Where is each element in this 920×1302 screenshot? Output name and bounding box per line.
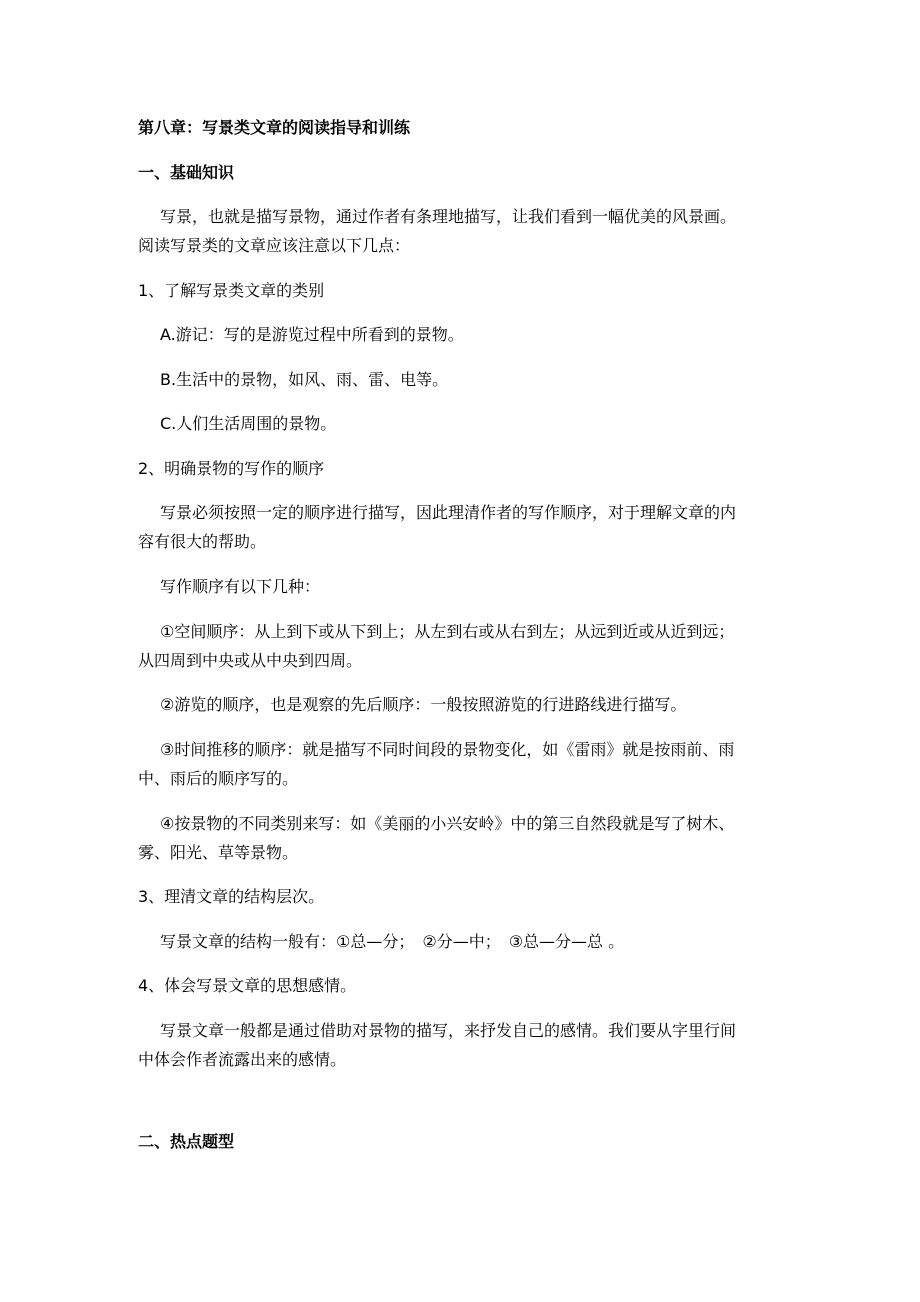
- point-1-heading: 1、了解写景类文章的类别: [138, 281, 325, 300]
- order-2-line-1: ②游览的顺序，也是观察的先后顺序：一般按照游览的行进路线进行描写。: [160, 695, 687, 714]
- order-1-line-1: ①空间顺序：从上到下或从下到上；从左到右或从右到左；从远到近或从近到远；: [160, 622, 735, 641]
- point-1-item-b: B.生活中的景物，如风、雨、雷、电等。: [160, 370, 449, 389]
- point-1-item-c: C.人们生活周围的景物。: [160, 414, 337, 433]
- point-4-paragraph-line-2: 中体会作者流露出来的感情。: [138, 1050, 347, 1069]
- point-2-heading: 2、明确景物的写作的顺序: [138, 459, 325, 478]
- point-4-heading: 4、体会写景文章的思想感情。: [138, 976, 357, 995]
- section-heading-hot-topics: 二、热点题型: [138, 1132, 235, 1151]
- order-1-line-2: 从四周到中央或从中央到四周。: [138, 651, 363, 670]
- order-4-line-2: 雾、阳光、草等景物。: [138, 843, 299, 862]
- point-3-paragraph: 写景文章的结构一般有：①总—分； ②分—中； ③总—分—总 。: [160, 932, 625, 951]
- point-4-paragraph-line-1: 写景文章一般都是通过借助对景物的描写，来抒发自己的感情。我们要从字里行间: [160, 1021, 737, 1040]
- order-4-line-1: ④按景物的不同类别来写：如《美丽的小兴安岭》中的第三自然段就是写了树木、: [160, 814, 735, 833]
- point-1-item-a: A.游记：写的是游览过程中所看到的景物。: [160, 325, 464, 344]
- intro-paragraph-line-1: 写景，也就是描写景物，通过作者有条理地描写，让我们看到一幅优美的风景画。: [160, 207, 737, 226]
- order-3-line-2: 中、雨后的顺序写的。: [138, 769, 299, 788]
- point-2-types-intro: 写作顺序有以下几种：: [160, 577, 321, 596]
- order-3-line-1: ③时间推移的顺序：就是描写不同时间段的景物变化，如《雷雨》就是按雨前、雨: [160, 740, 735, 759]
- point-2-paragraph-line-2: 容有很大的帮助。: [138, 532, 267, 551]
- section-heading-basic-knowledge: 一、基础知识: [138, 163, 235, 182]
- point-3-heading: 3、理清文章的结构层次。: [138, 887, 325, 906]
- intro-paragraph-line-2: 阅读写景类的文章应该注意以下几点：: [138, 236, 411, 255]
- chapter-title: 第八章：写景类文章的阅读指导和训练: [138, 118, 411, 137]
- point-2-paragraph-line-1: 写景必须按照一定的顺序进行描写，因此理清作者的写作顺序，对于理解文章的内: [160, 503, 737, 522]
